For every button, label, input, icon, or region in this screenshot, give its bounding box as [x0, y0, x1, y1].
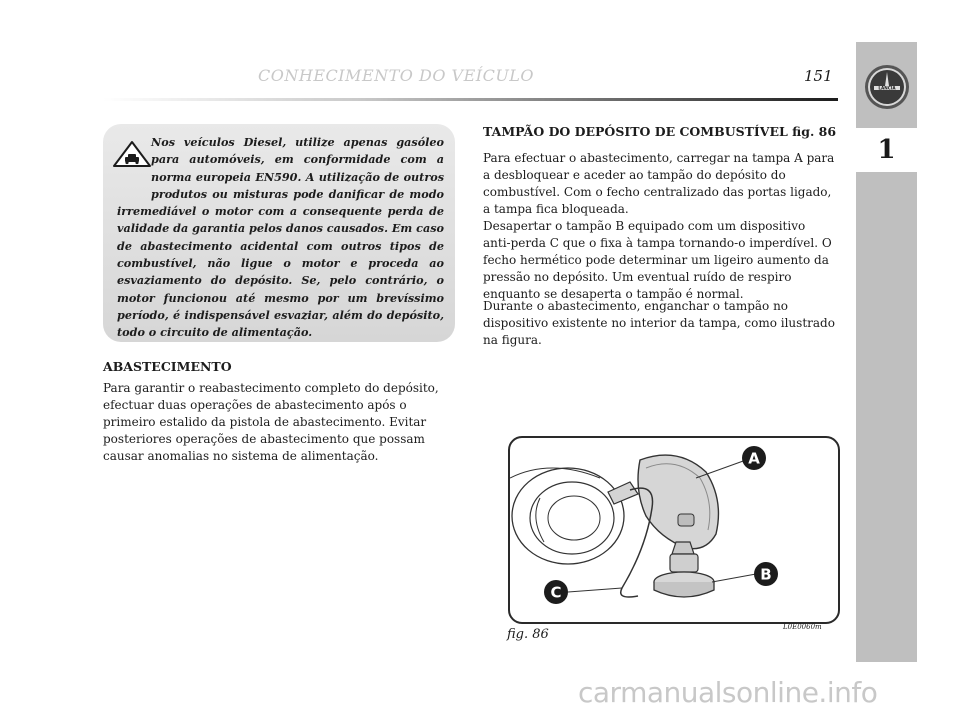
- fuel-cap-illustration: [510, 438, 838, 622]
- watermark: carmanualsonline.info: [578, 676, 878, 709]
- label-b: B: [760, 565, 772, 584]
- label-a: A: [748, 449, 760, 468]
- label-c: C: [550, 583, 562, 602]
- tampao-paragraph-2: Desapertar o tampão B equipado com um dispositivo anti-perda C que o fixa à tampa tornando-o imperdível. O fecho hermético pode determinar um ligeiro aumento da pressão no depósito. Um eventual ruído de respiro enquanto se desaperta o tampão é normal.: [483, 219, 832, 301]
- figure-code: L0E0060m: [783, 623, 822, 631]
- chapter-number: 1: [856, 128, 917, 172]
- header-rule: [103, 98, 838, 101]
- figure-86: [508, 436, 840, 624]
- section-heading-tampao: TAMPÃO DO DEPÓSITO DE COMBUSTÍVEL fig. 86: [483, 124, 837, 139]
- warning-text: Nos veículos Diesel, utilize apenas gasóleo para automóveis, em conformidade com a norma europeia EN590. A utilização de outros produtos ou misturas pode danificar de modo irremediável o motor com a consequente perda de validade da garantia pelos danos causados. Em caso de abastecimento acidental com outros tipos de combustível, não ligue o motor e proceda ao esvaziamento do depósito. Se, pelo contrário, o motor funcionou até mesmo por um brevíssimo período, é indispensável esvaziar, além do depósito, todo o circuito de alimentação.: [117, 135, 444, 340]
- running-header-title: CONHECIMENTO DO VEÍCULO: [258, 66, 535, 85]
- page-number: 151: [804, 67, 833, 85]
- abastecimento-paragraph: Para garantir o reabastecimento completo do depósito, efectuar duas operações de abastecimento após o primeiro estalido da pistola de abastecimento. Evitar posteriores operações de abastecimento que possam causar anomalias no sistema de alimentação.: [103, 381, 439, 463]
- tampao-paragraph-1: Para efectuar o abastecimento, carregar na tampa A para a desbloquear e aceder ao tampão do depósito do combustível. Com o fecho centralizado das portas ligado, a tampa fica bloqueada.: [483, 151, 835, 216]
- lancia-logo-icon: [864, 64, 910, 110]
- logo-text: LANCIA: [878, 85, 896, 91]
- tampao-paragraph-3: Durante o abastecimento, enganchar o tampão no dispositivo existente no interior da tampa, como ilustrado na figura.: [483, 299, 835, 347]
- section-heading-abastecimento: ABASTECIMENTO: [103, 359, 232, 374]
- figure-caption: fig. 86: [507, 627, 549, 642]
